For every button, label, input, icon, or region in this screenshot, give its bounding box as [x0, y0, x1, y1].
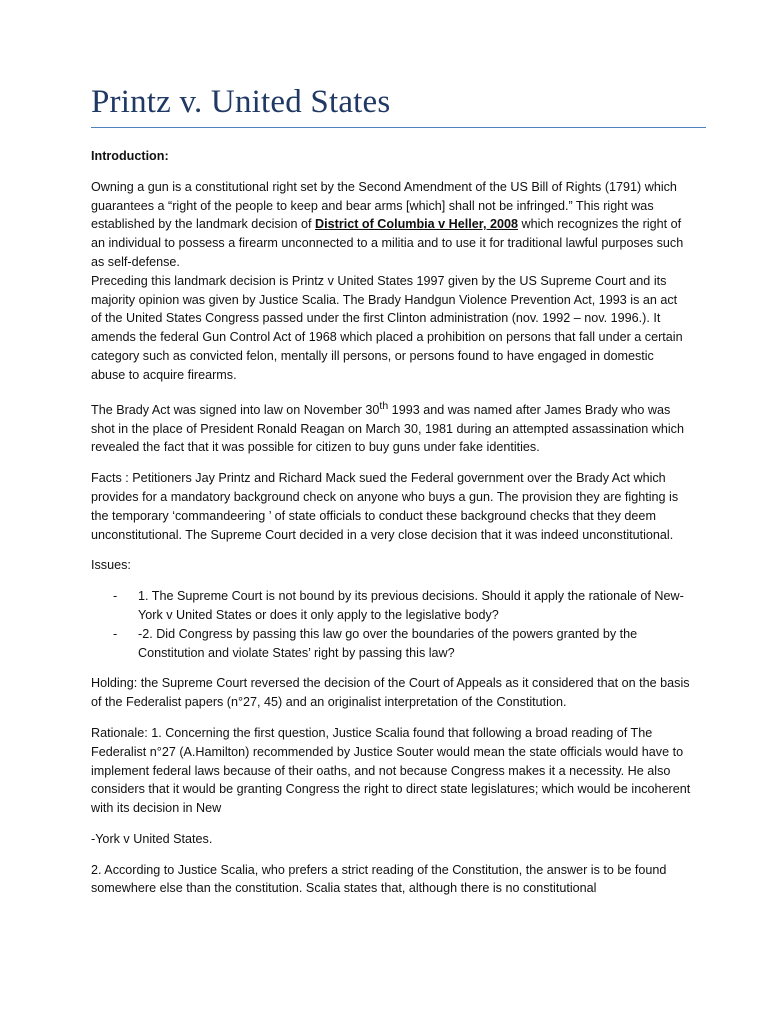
title-underline: [91, 127, 706, 128]
list-item: - 1. The Supreme Court is not bound by its previous decisions. Should it apply the rationale of New-York v United States or does it only apply to the legislative body?: [91, 587, 691, 625]
document-title: Printz v. United States: [91, 84, 391, 120]
issues-list: [91, 587, 691, 662]
facts-paragraph: Facts : Petitioners Jay Printz and Richard Mack sued the Federal government over the Brady Act which provides for a mandatory background check on anyone who buys a gun. The provision they are fighting is the temporary ‘commandeering ’ of state officials to conduct these background checks that they deem unconstitutional. The Supreme Court decided in a very close decision that it was indeed unconstitutional.: [91, 471, 679, 542]
issues-heading: Issues:: [91, 558, 131, 573]
intro-p3-text-a: The Brady Act was signed into law on November 30: [91, 402, 380, 417]
introduction-paragraph-3: [91, 397, 691, 458]
intro-p1-text-a: Owning a gun is a constitutional right set by the Second Amendment of the US Bill of Rights (1791) which guarantees a “right of the people to keep and bear arms [which] shall not be infringed.” This right was established by the landmark decision of: [91, 179, 677, 232]
list-item: - -2. Did Congress by passing this law go over the boundaries of the powers granted by the Constitution and violate States’ right by passing this law?: [91, 625, 691, 663]
ordinal-superscript: th: [379, 399, 389, 412]
intro-p3-text-b: 1993 and was named after James Brady who was shot in the place of President Ronald Reagan on March 30, 1981 during an attempted assassination which revealed the fact that it was possible for citizen to buy guns under fake identities.: [91, 402, 684, 455]
holding-paragraph: Holding: the Supreme Court reversed the decision of the Court of Appeals as it considered that on the basis of the Federalist papers (n°27, 45) and an originalist interpretation of the Constitution.: [91, 676, 690, 710]
document-body: [91, 147, 691, 910]
rationale-paragraph-3: 2. According to Justice Scalia, who prefers a strict reading of the Constitution, the answer is to be found somewhere else than the constitution. Scalia states that, although there is no constitutional: [91, 862, 667, 896]
rationale-paragraph-2: -York v United States.: [91, 831, 213, 846]
heller-case-link[interactable]: District of Columbia v Heller, 2008: [315, 217, 519, 232]
introduction-paragraph-1: [91, 178, 691, 272]
introduction-paragraph-2: Preceding this landmark decision is Printz v United States 1997 given by the US Supreme Court and its majority opinion was given by Justice Scalia. The Brady Handgun Violence Prevention Act, 1993 is an act of the United States Congress passed under the first Clinton administration (nov. 1992 – nov. 1996.). It amends the federal Gun Control Act of 1968 which placed a prohibition on persons that fall under a certain category such as convicted felon, mentally ill persons, or persons found to have engaged in domestic abuse to acquire firearms.: [91, 273, 683, 382]
rationale-paragraph-1: Rationale: 1. Concerning the first question, Justice Scalia found that following a broad reading of The Federalist n°27 (A.Hamilton) recommended by Justice Souter would mean the state officials would have to implement federal laws because of their oaths, and not because Congress makes it a necessity. He also considers that it would be granting Congress the right to direct state legislatures; which would be incoherent with its decision in New: [91, 725, 691, 816]
introduction-heading: Introduction:: [91, 149, 169, 163]
intro-p1-text-b: which recognizes the right of an individual to possess a firearm unconnected to a militia and to use it for traditional lawful purposes such as self-defense.: [91, 217, 684, 269]
